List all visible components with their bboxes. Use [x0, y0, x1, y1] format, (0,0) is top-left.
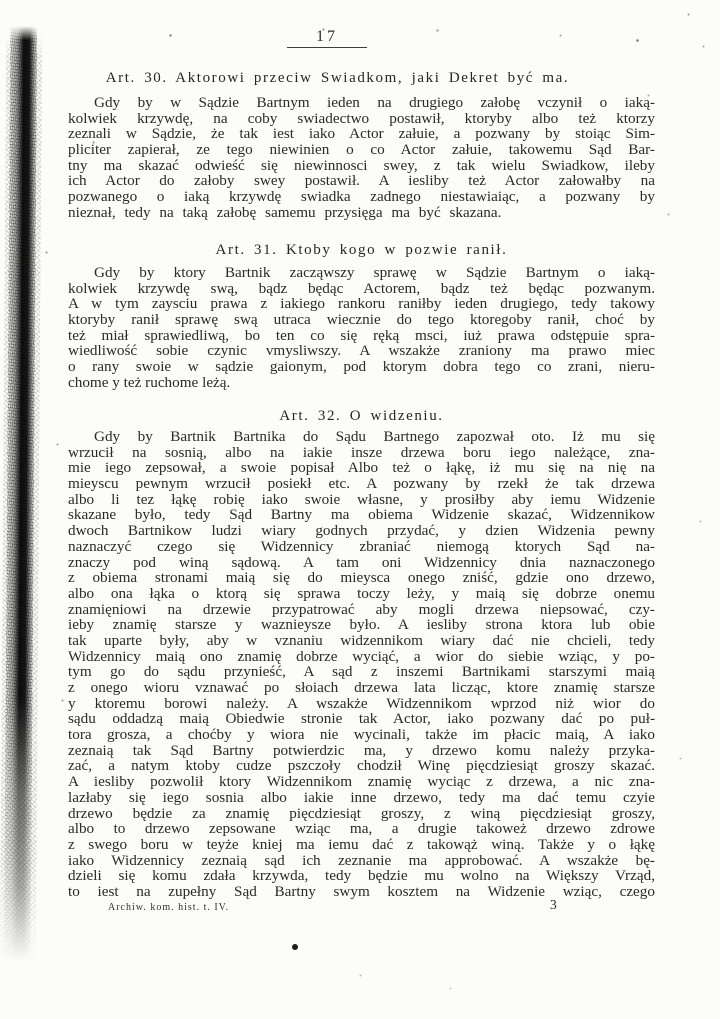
text-line: o rany swoie w sądzie gaionym, pod ktorym dobra tego co zrani, nieru- [68, 358, 655, 376]
page-number-rule [287, 47, 367, 48]
text-line: kolwiek krzywdę, na coby swiadectwo postawił, ktoryby albo też ktorzy [68, 109, 655, 127]
footer-citation: Archiw. kom. hist. t. IV. [108, 902, 230, 913]
scan-noise-specks [0, 0, 1, 1]
text-line: y ktoremu borowi należy. A wszakże Widzennikom wprzod niż wior do [68, 694, 655, 712]
text-line: chome y też ruchome leżą. [68, 373, 231, 391]
text-line: Gdy by Bartnik Bartnika do Sądu Bartnego zapozwał oto. Iż mu się [94, 428, 655, 445]
text-line: tak uparte były, aby w vznaniu widzennikom wiary dać nie chcieli, tedy [68, 631, 655, 649]
text-line: tym go do sądu przynieść, A sąd z inszemi Bartnikami starszymi maią [68, 663, 655, 681]
article-31 [68, 242, 655, 259]
text-line: skazane było, tedy Sąd Bartny ma obiema Widzenie skazać, Widzennikow [68, 506, 655, 524]
text-line: A w tym zaysciu prawa z iakiego rankoru raniłby ieden drugiego, tedy takowy [68, 295, 655, 313]
text-line: tora grosza, a choćby y wiora nie wycinali, także im płacic maią, A iako [68, 726, 655, 744]
page-header [283, 28, 371, 48]
page-number: 17 [316, 28, 338, 45]
text-line: wrzucił na sosnią, albo na iakie insze drzewa boru iego należące, zna- [68, 443, 655, 461]
text-line: drzewo będzie za znamię pięcdziesiąt groszy, z winą pięcdziesiąt groszy, [68, 804, 655, 822]
text-line: lazłaby się iego sosnia albo iakie inne drzewo, tedy ma dać temu czyie [68, 788, 655, 806]
text-line: pliciter zapierał, ze tego niewinien o co Actor załuie, takowemu Sąd Bar- [68, 141, 655, 159]
text-line: kolwiek krzywdę swą, bądz będąc Actorem, bądz też będąc pozwanym. [68, 279, 655, 297]
text-line: albo to drzewo zepsowane wziąc ma, a drugie takoweż drzewo zdrowe [68, 820, 655, 838]
printers-mark-dot [292, 944, 298, 950]
text-line: z onego wioru vznawać po słoiach drzewa lata licząc, ktore znamię starsze [68, 679, 655, 696]
signature-number: 3 [550, 897, 557, 912]
text-line: Widzennicy maią ono znamię dobrze wyciąć, a wior do siebie wziąc, y po- [68, 647, 655, 665]
text-line: naznaczyć czego się Widzennicy zbraniać niemogą ktorych Sąd na- [68, 537, 655, 555]
text-line: z swego boru w teyże kniej ma iemu dać z takowąż winą. Także y o łąkę [68, 835, 655, 853]
article-31-paragraph [68, 265, 655, 391]
text-line: też miał sprawiedliwą, bo ten co się ręką msci, iuż prawa odstępuie spra- [68, 326, 655, 344]
article-32 [68, 408, 655, 425]
text-line: znaczy pod winą sądową. A tam oni Widzennicy dnia naznaczonego [68, 553, 655, 571]
text-line: albo ona łąka o ktorą się sprawa toczy leży, y maią się dobrze onemu [68, 584, 655, 602]
text-line: zeznali w Sądzie, że tak iest iako Actor załuie, a pozwany by stoiąc Sim- [68, 125, 655, 143]
text-line: zać, a natym ktoby cudze pszczoły chodził Winę pięcdziesiąt groszy skazać. [68, 757, 655, 775]
text-line: dzieli się komu zdała krzywda, tedy będzie mu wolno na Większy Vrząd, [68, 867, 655, 885]
text-line: ktoryby ranił sprawę swą utraca wiecznie do tego ktoregoby ranił, choć by [68, 311, 655, 329]
text-line: sądu oddadzą maią Obiedwie stronie tak Actor, iako pozwany dać po puł- [68, 710, 655, 728]
text-line: A iesliby pozwolił ktory Widzennikom znamię wyciąc z drzewa, a nic zna- [68, 773, 655, 791]
article-30-paragraph [68, 95, 655, 221]
article-32-heading: Art. 32. O widzeniu. [279, 408, 444, 424]
text-line: mie iego zepsował, a swoie popisał Albo też o łąkę, iż mu się na nię na [68, 459, 655, 477]
text-line: wiedliwość sobie czynic vmysliwszy. A wszakże zraniony ma prawo miec [68, 342, 655, 360]
text-line: ieby znamię starsze y waznieysze było. A iesliby strona ktora lub obie [68, 616, 655, 634]
article-31-heading: Art. 31. Ktoby kogo w pozwie ranił. [215, 242, 508, 258]
text-line: pozwanego o iaką krzywdę swiadka zadnego niestawiaiąc, a pozwany by [68, 188, 655, 206]
text-line: zeznaią tak Sąd Bartny potwierdzic ma, y drzewo komu należy przyka- [68, 741, 655, 759]
text-line: dwoch Bartnikow ludzi wiary godnych przydać, y dzien Widzenia pewny [68, 522, 655, 540]
text-line: albo li tez łąkę robię iako swoie własne, y prosiłby aby iemu Widzenie [68, 490, 655, 508]
text-line: to iest na zupełny Sąd Bartny swym kosztem na Widzenie wziąc, czego [68, 882, 655, 900]
text-line: z obiema stronami maią się do mieysca onego zniść, gdzie ono drzewo, [68, 569, 655, 587]
text-line: mieyscu pewnym wrzucił posiekł etc. A pozwany by rzekł że tak drzewa [68, 475, 655, 493]
text-line: ich Actor do załoby swey postawił. A iesliby też Actor załowałby na [68, 172, 655, 190]
text-line: nieznał, tedy na taką załobę samemu przysięga ma być skazana. [68, 203, 502, 221]
article-30-heading: Art. 30. Aktorowi przeciw Swiadkom, jaki Dekret być ma. [105, 70, 570, 86]
text-line: iako Widzennicy zeznaią sąd ich zeznanie ma approbować. A wszakże bę- [68, 851, 655, 869]
text-line: znamięniowi na drzewie przypatrować aby mogli drzewa niepsować, czy- [68, 600, 655, 618]
article-32-paragraph [68, 429, 655, 900]
text-line: Gdy by w Sądzie Bartnym ieden na drugiego załobę vczynił o iaką- [94, 94, 655, 111]
article-30 [68, 70, 655, 87]
text-line: Gdy by ktory Bartnik zacząwszy sprawę w Sądzie Bartnym o iaką- [94, 264, 655, 281]
text-line: tny ma skazać odwieść się niewinnosci swey, z tak wielu Swiadkow, ileby [68, 156, 655, 174]
